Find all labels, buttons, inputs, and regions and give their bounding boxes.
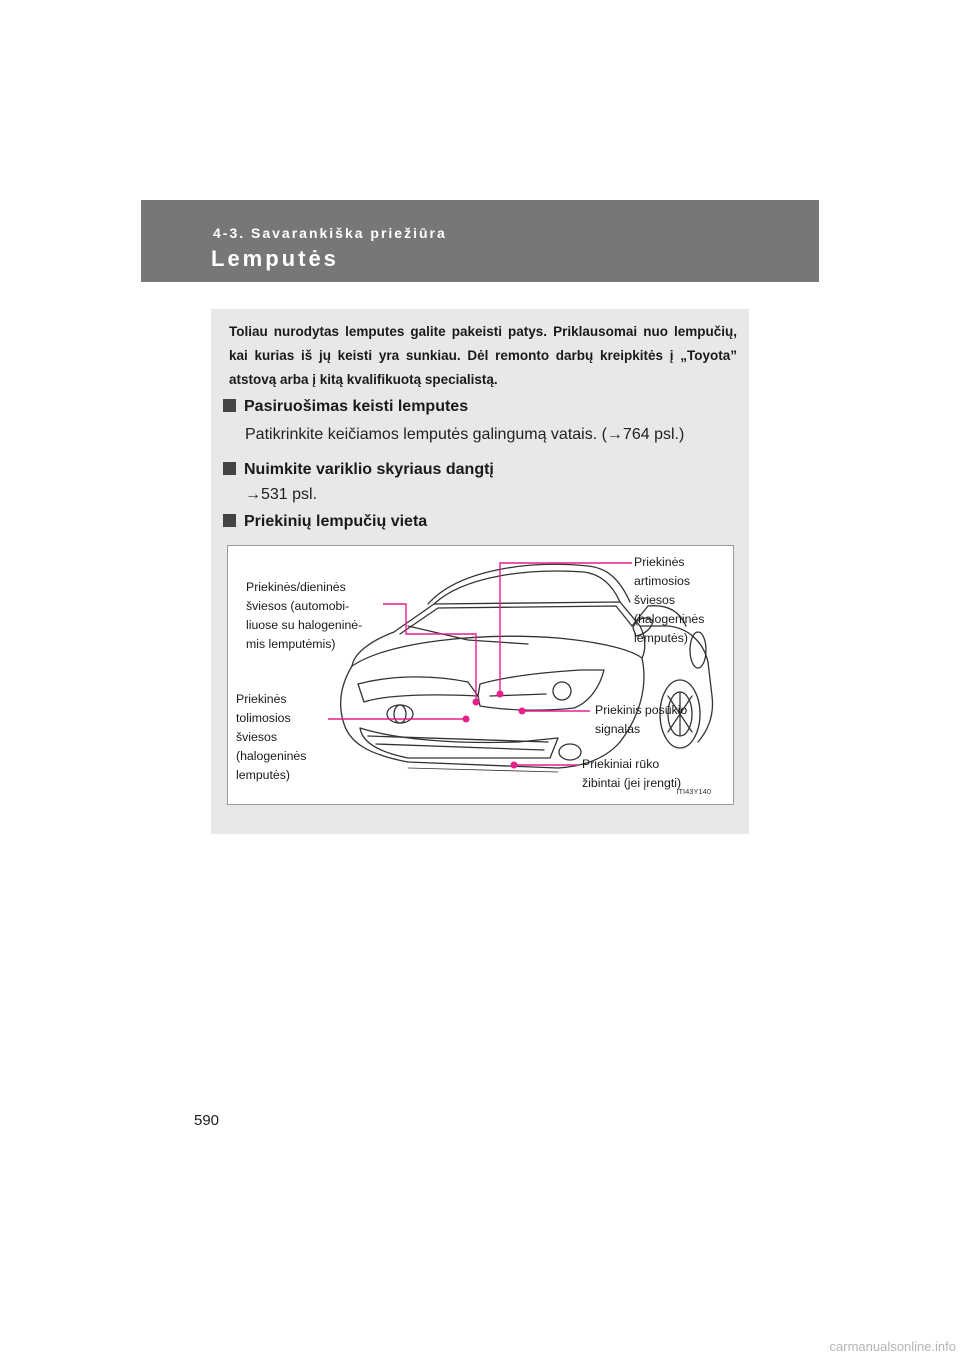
callout-line: artimosios [634, 574, 691, 588]
callout-line: šviesos [236, 730, 278, 744]
remove-cover-text: →531 psl. [245, 486, 318, 503]
callout-line: (halogeninės [236, 749, 307, 763]
content-box [211, 309, 749, 834]
callout-line: žibintai (jei įrengti) [582, 776, 682, 790]
header-band [141, 200, 819, 282]
heading-remove-cover [223, 461, 494, 479]
front-lamps-figure [227, 545, 734, 805]
heading-preparation-label: Pasiruošimas keisti lemputes [244, 398, 469, 415]
square-bullet-icon [223, 514, 236, 527]
callout-line: lemputės) [236, 768, 290, 782]
callout-line: Priekinės/dieninės [246, 580, 346, 594]
callout-fog-lights [582, 755, 681, 793]
callout-high-beam [236, 690, 306, 785]
callout-low-beam [634, 553, 704, 648]
square-bullet-icon [223, 462, 236, 475]
callout-line: lemputės) [634, 631, 688, 645]
figure-code: ITI43Y140 [676, 787, 711, 796]
callout-line: (halogeninės [634, 612, 705, 626]
square-bullet-icon [223, 399, 236, 412]
page-title: Lemputės [211, 246, 339, 271]
callout-line: signalas [595, 722, 641, 736]
intro-text: Toliau nurodytas lemputes galite pakeisti patys. Priklausomai nuo lempučių, kai kurias iš jų keisti yra sunkiau. Dėl remonto darbų kreipkitės į „Toyota” atstovą arba į kitą kvalifikuotą specialistą. [229, 324, 737, 387]
preparation-text: Patikrinkite keičiamos lemputės galingumą vatais. (→764 psl.) [245, 426, 685, 443]
callout-line-justified [246, 597, 380, 616]
callout-line: liuose su halogeninė- [246, 618, 363, 632]
heading-preparation [223, 398, 468, 416]
callout-line: šviesos (automobi- [246, 599, 350, 613]
heading-lamp-location [223, 513, 427, 531]
callout-line: tolimosios [236, 711, 291, 725]
callout-line: Priekinės [634, 555, 685, 569]
callout-daytime-lights [246, 578, 380, 654]
page-number: 590 [194, 1112, 220, 1129]
watermark: carmanualsonline.info [829, 1339, 956, 1354]
callout-line: šviesos [634, 593, 676, 607]
heading-lamp-location-label: Priekinių lempučių vieta [244, 513, 428, 530]
callout-line: Priekinis posūkio [595, 703, 688, 717]
section-label: 4-3. Savarankiška priežiūra [213, 225, 447, 241]
callout-line: Priekiniai rūko [582, 757, 660, 771]
callout-turn-signal [595, 701, 687, 739]
callout-line: Priekinės [236, 692, 287, 706]
heading-remove-cover-label: Nuimkite variklio skyriaus dangtį [244, 461, 494, 478]
callout-line: mis lemputėmis) [246, 637, 336, 651]
